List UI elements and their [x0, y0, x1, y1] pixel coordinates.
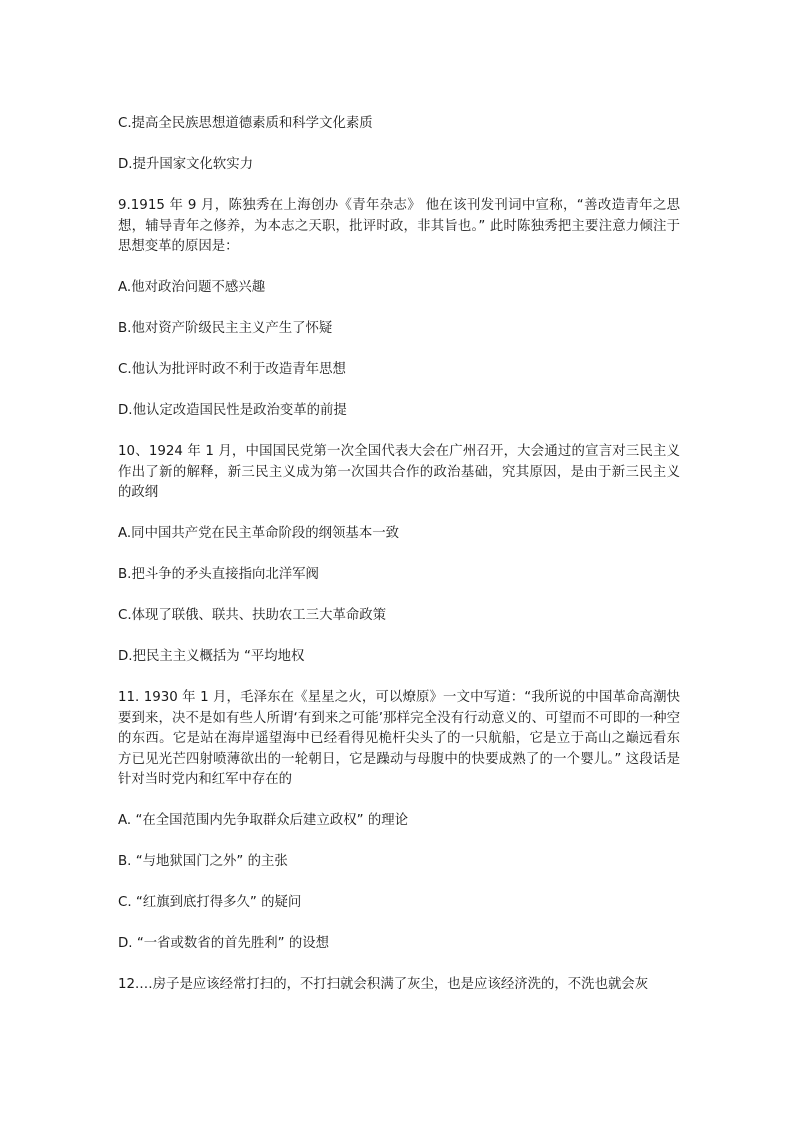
- q9-option-c: C.他认为批评时政不利于改造青年思想: [118, 362, 346, 377]
- q11-option-d: D. “一省或数省的首先胜利” 的设想: [118, 936, 330, 951]
- q11-option-c: C. “红旗到底打得多久” 的疑问: [118, 895, 302, 910]
- q10-option-a: A.同中国共产党在民主革命阶段的纲领基本一致: [118, 526, 399, 541]
- q10-option-b: B.把斗争的矛头直接指向北洋军阀: [118, 567, 319, 582]
- q11-stem: 11. 1930 年 1 月，毛泽东在《星星之火，可以燎原》一文中写道：“我所说的中国革命高潮快要到来，决不是如有些人所谓‘有到来之可能’那样完全没有行动意义的、可望而不可即的一种空的东西。它是站在海岸遥望海中已经看得见桅杆尖头了的一只航船，它是立于高山之巅远看东方已见光芒四射喷薄欲出的一轮朝日，它是躁动与母腹中的快要成熟了的一个婴儿。” 这段话是针对当时党内和红军中存在的: [118, 690, 680, 787]
- document-page: [118, 114, 680, 996]
- q9-option-d: D.他认定改造国民性是政治变革的前提: [118, 403, 347, 418]
- q10-option-d: D.把民主主义概括为 “平均地权: [118, 649, 305, 664]
- q8-option-d: D.提升国家文化软实力: [118, 157, 254, 172]
- q9-stem: 9.1915 年 9 月，陈独秀在上海创办《青年杂志》 他在该刊发刊词中宣称，“善改造青年之思想，辅导青年之修养，为本志之天职，批评时政，非其旨也。” 此时陈独秀把主要注意力倾注于思想变革的原因是：: [118, 198, 680, 254]
- q8-option-c: C.提高全民族思想道德素质和科学文化素质: [118, 116, 373, 131]
- q10-stem: 10、1924 年 1 月，中国国民党第一次全国代表大会在广州召开，大会通过的宣言对三民主义作出了新的解释，新三民主义成为第一次国共合作的政治基础，究其原因，是由于新三民主义的政纲: [118, 444, 680, 500]
- q10-option-c: C.体现了联俄、联共、扶助农工三大革命政策: [118, 608, 387, 623]
- q9-option-a: A.他对政治问题不感兴趣: [118, 280, 266, 295]
- q11-option-b: B. “与地狱国门之外” 的主张: [118, 854, 288, 869]
- q12-stem: 12.…房子是应该经常打扫的，不打扫就会积满了灰尘，也是应该经济洗的，不洗也就会灰: [118, 977, 649, 992]
- q9-option-b: B.他对资产阶级民主主义产生了怀疑: [118, 321, 333, 336]
- q11-option-a: A. “在全国范围内先争取群众后建立政权” 的理论: [118, 813, 408, 828]
